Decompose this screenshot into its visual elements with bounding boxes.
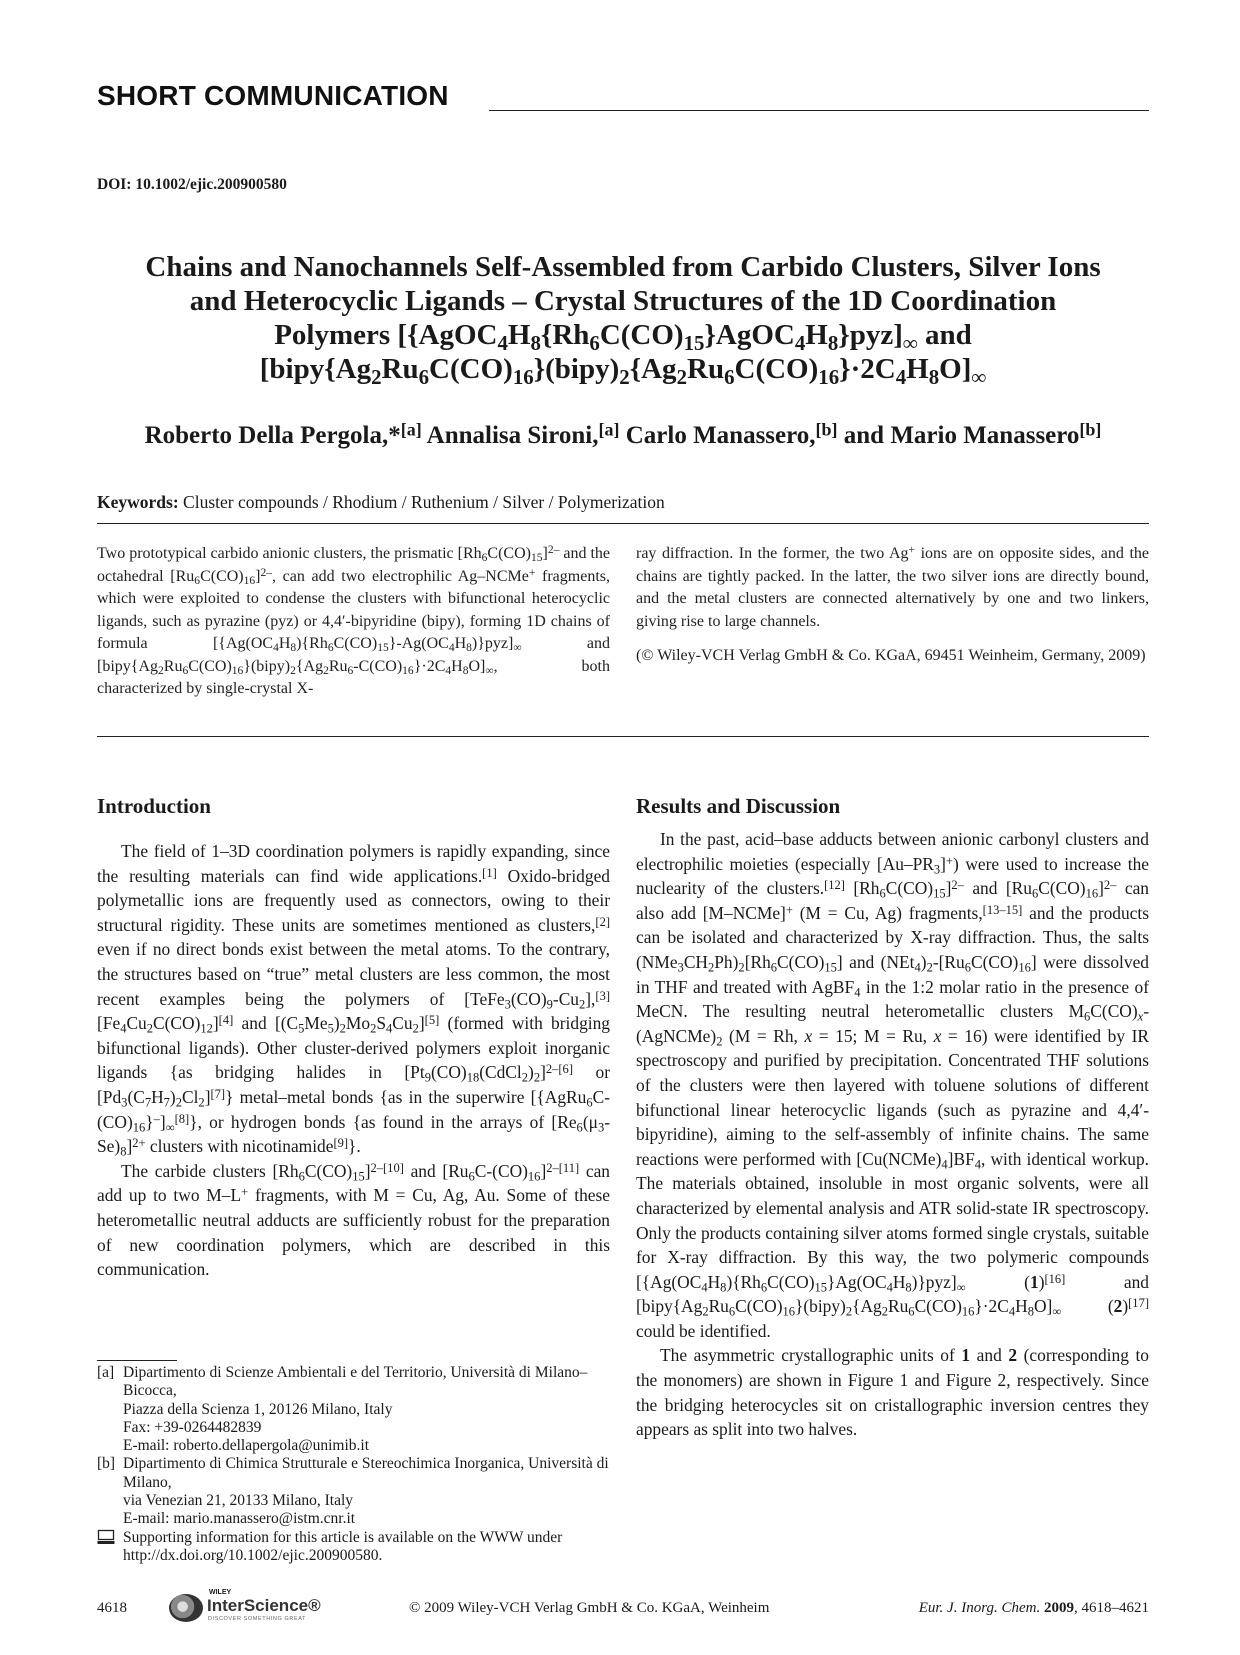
doi: DOI: 10.1002/ejic.200900580 — [97, 176, 287, 193]
results-heading: Results and Discussion — [636, 794, 841, 818]
interscience-logo: WILEY InterScience® DISCOVER SOMETHING GREAT — [169, 1592, 349, 1624]
introduction-paragraph-1: The field of 1–3D coordination polymers is rapidly expanding, since the resulting materials can find wide applications.[1] Oxido-bridged polymetallic ions are frequently used as connectors, owing to their structural rigidity. These units are sometimes mentioned as clusters,[2] even if no direct bonds exist between the metal atoms. To the contrary, the structures based on “true” metal clusters are less common, the most recent examples being the polymers of $[TeFe_3(CO)_9-Cu_2],[3]$ $[Fe_4Cu_2C(CO)_{12}][4]$ and $[(C_5Me_5)_2Mo_2S_4Cu_2][5]$ (formed with bridging bifunctional ligands). Other cluster-derived polymers exploit inorganic ligands {as bridging halides in $[Pt_9(CO)_{18}(CdCl_2)_2]^{2-[6]}$ or $[Pd_3(C_7H_7)_2Cl_2][7]$} metal–metal bonds {as in the superwire $[\{AgRu_6C-(CO)_{16}\}^-]_\infty[8]$}, or hydrogen bonds {as found in the arrays of $[Re_6(\mu_3-Se)_8]^{2+}$ clusters with nicotinamide[9]}. — [97, 841, 610, 1159]
keywords-list: Cluster compounds / Rhodium / Ruthenium / Silver / Polymerization — [183, 492, 665, 512]
affiliation-footnotes — [97, 1364, 610, 1565]
results-paragraph-1: In the past, acid–base adducts between anionic carbonyl clusters and electrophilic moieties (especially $[Au-PR_3]^+$) were used to increase the nuclearity of the clusters.[12] $[Rh_6C(CO)_{15}]^{2-}$ and $[Ru_6C(CO)_{16}]^{2-}$ can also add [M–NCMe]+ (M = Cu, Ag) fragments,[13–15] and the products can be isolated and characterized by X-ray diffraction. Thus, the salts $(NMe_3CH_2Ph)_2[Rh_6C(CO)_{15}]$ and $(NEt_4)_2-[Ru_6C(CO)_{16}]$ were dissolved in THF and treated with AgBF$_4$ in the 1:2 molar ratio in the presence of MeCN. The resulting neutral heterometallic clusters $M_6C(CO)_x-(AgNCMe)_2$ (M = Rh, x = 15; M = Ru, x = 16) were identified by IR spectroscopy and purified by precipitation. Concentrated THF solutions of the clusters were then layered with toluene solutions of different bifunctional linear heterocyclic ligands (such as pyrazine and 4,4′-bipyridine), aiming to the self-assembly of infinite chains. The same reactions were performed with $[Cu(NCMe)_4]BF_4$, with identical workup. The materials obtained, insoluble in most organic solvents, were all characterized by elemental analysis and ATR solid-state IR spectroscopy. Only the products containing silver atoms formed single crystals, suitable for X-ray diffraction. By this way, the two polymeric compounds $[\{Ag(OC_4H_8)\{Rh_6C(CO)_{15}\}Ag(OC_4H_8)\}pyz]_\infty$ (1)[16] and $[bipy\{Ag_2Ru_6C(CO)_{16}\}(bipy)_2\{Ag_2Ru_6C(CO)_{16}\}\cdot 2C_4H_8O]_\infty$ (2)[17] could be identified. — [636, 829, 1149, 1341]
header-rule — [489, 110, 1149, 111]
globe-icon — [169, 1594, 203, 1622]
footnote-b: [b] Dipartimento di Chimica Strutturale e Stereochimica Inorganica, Università di Milano, via Venezian 21, 20133 Milano, Italy E-mail: mario.manassero@istm.cnr.it — [97, 1455, 609, 1528]
author-list: Roberto Della Pergola,*[a] Annalisa Sironi,[a] Carlo Manassero,[b] and Mario Manassero[b] — [144, 419, 1102, 449]
footer-copyright: © 2009 Wiley-VCH Verlag GmbH & Co. KGaA, Weinheim — [409, 1600, 770, 1616]
abstract-right-column: ray diffraction. In the former, the two Ag+ ions are on opposite sides, and the chains are tightly packed. In the latter, the two silver ions are directly bound, and the metal clusters are connected alternatively by one and two linkers, giving rise to large channels. (© Wiley-VCH Verlag GmbH & Co. KGaA, 69451 Weinheim, Germany, 2009) — [636, 543, 1149, 668]
keywords-label: Keywords: — [97, 492, 179, 512]
results-body — [636, 827, 1149, 1442]
introduction-body — [97, 839, 610, 1282]
abstract-top-rule — [97, 523, 1149, 524]
page-footer — [97, 1589, 1149, 1622]
section-label: SHORT COMMUNICATION — [97, 80, 449, 111]
keywords-line — [97, 492, 1149, 513]
page-number: 4618 — [97, 1600, 127, 1616]
footnote-rule — [97, 1360, 177, 1361]
computer-icon — [97, 1529, 123, 1566]
supporting-info: Supporting information for this article is available on the WWW under http://dx.doi.org/10.1002/ejic.200900580. — [97, 1529, 610, 1566]
results-paragraph-2: The asymmetric crystallographic units of 1 and 2 (corresponding to the monomers) are shown in Figure 1 and Figure 2, respectively. Since the bridging heterocycles sit on cristallographic inversion centres they appears as split into two halves. — [636, 1345, 1149, 1440]
journal-citation: Eur. J. Inorg. Chem. 2009, 4618–4621 — [918, 1600, 1149, 1616]
abstract-bottom-rule — [97, 736, 1149, 737]
article-title: Chains and Nanochannels Self-Assembled from Carbido Clusters, Silver Ions and Heterocyclic Ligands – Crystal Structures of the 1D Coordination Polymers $[\{AgOC_4H_8\{Rh_6C(CO)_{15}\}AgOC_4H_8\}pyz]_\infty$ and $[bipy\{Ag_2Ru_6C(CO)_{16}\}(bipy)_2\{Ag_2Ru_6C(CO)_{16}\}\cdot 2C_4H_8O]_\infty$ — [145, 251, 1101, 389]
footnote-a: [a] Dipartimento di Scienze Ambientali e del Territorio, Università di Milano–Bicocca, Piazza della Scienza 1, 20126 Milano, Italy Fax: +39-0264482839 E-mail: roberto.dellapergola@unimib.it — [97, 1364, 588, 1455]
introduction-paragraph-2: The carbide clusters $[Rh_6C(CO)_{15}]^{2-[10]}$ and $[Ru_6C-(CO)_{16}]^{2-[11]}$ can add up to two M–L+ fragments, with M = Cu, Ag, Au. Some of these heterometallic neutral adducts are sufficiently robust for the preparation of new coordination polymers, which are described in this communication. — [97, 1160, 610, 1280]
abstract-left-column: Two prototypical carbido anionic clusters, the prismatic $[Rh_6C(CO)_{15}]^{2-}$ and the octahedral $[Ru_6C(CO)_{16}]^{2-}$, can add two electrophilic Ag–NCMe+ fragments, which were exploited to condense the clusters with bifunctional heterocyclic ligands, such as pyrazine (pyz) or 4,4′-bipyridine (bipy), forming 1D chains of formula $[\{Ag(OC_4H_8)\{Rh_6C(CO)_{15}\}-Ag(OC_4H_8)\}pyz]_\infty$ and $[bipy\{Ag_2Ru_6C(CO)_{16}\}(bipy)_2\{Ag_2Ru_6-C(CO)_{16}\}\cdot 2C_4H_8O]_\infty$, both characterized by single-crystal X- — [97, 544, 610, 697]
introduction-heading: Introduction — [97, 794, 211, 818]
page-header — [97, 80, 1149, 114]
abstract-copyright: (© Wiley-VCH Verlag GmbH & Co. KGaA, 69451 Weinheim, Germany, 2009) — [636, 647, 1146, 664]
